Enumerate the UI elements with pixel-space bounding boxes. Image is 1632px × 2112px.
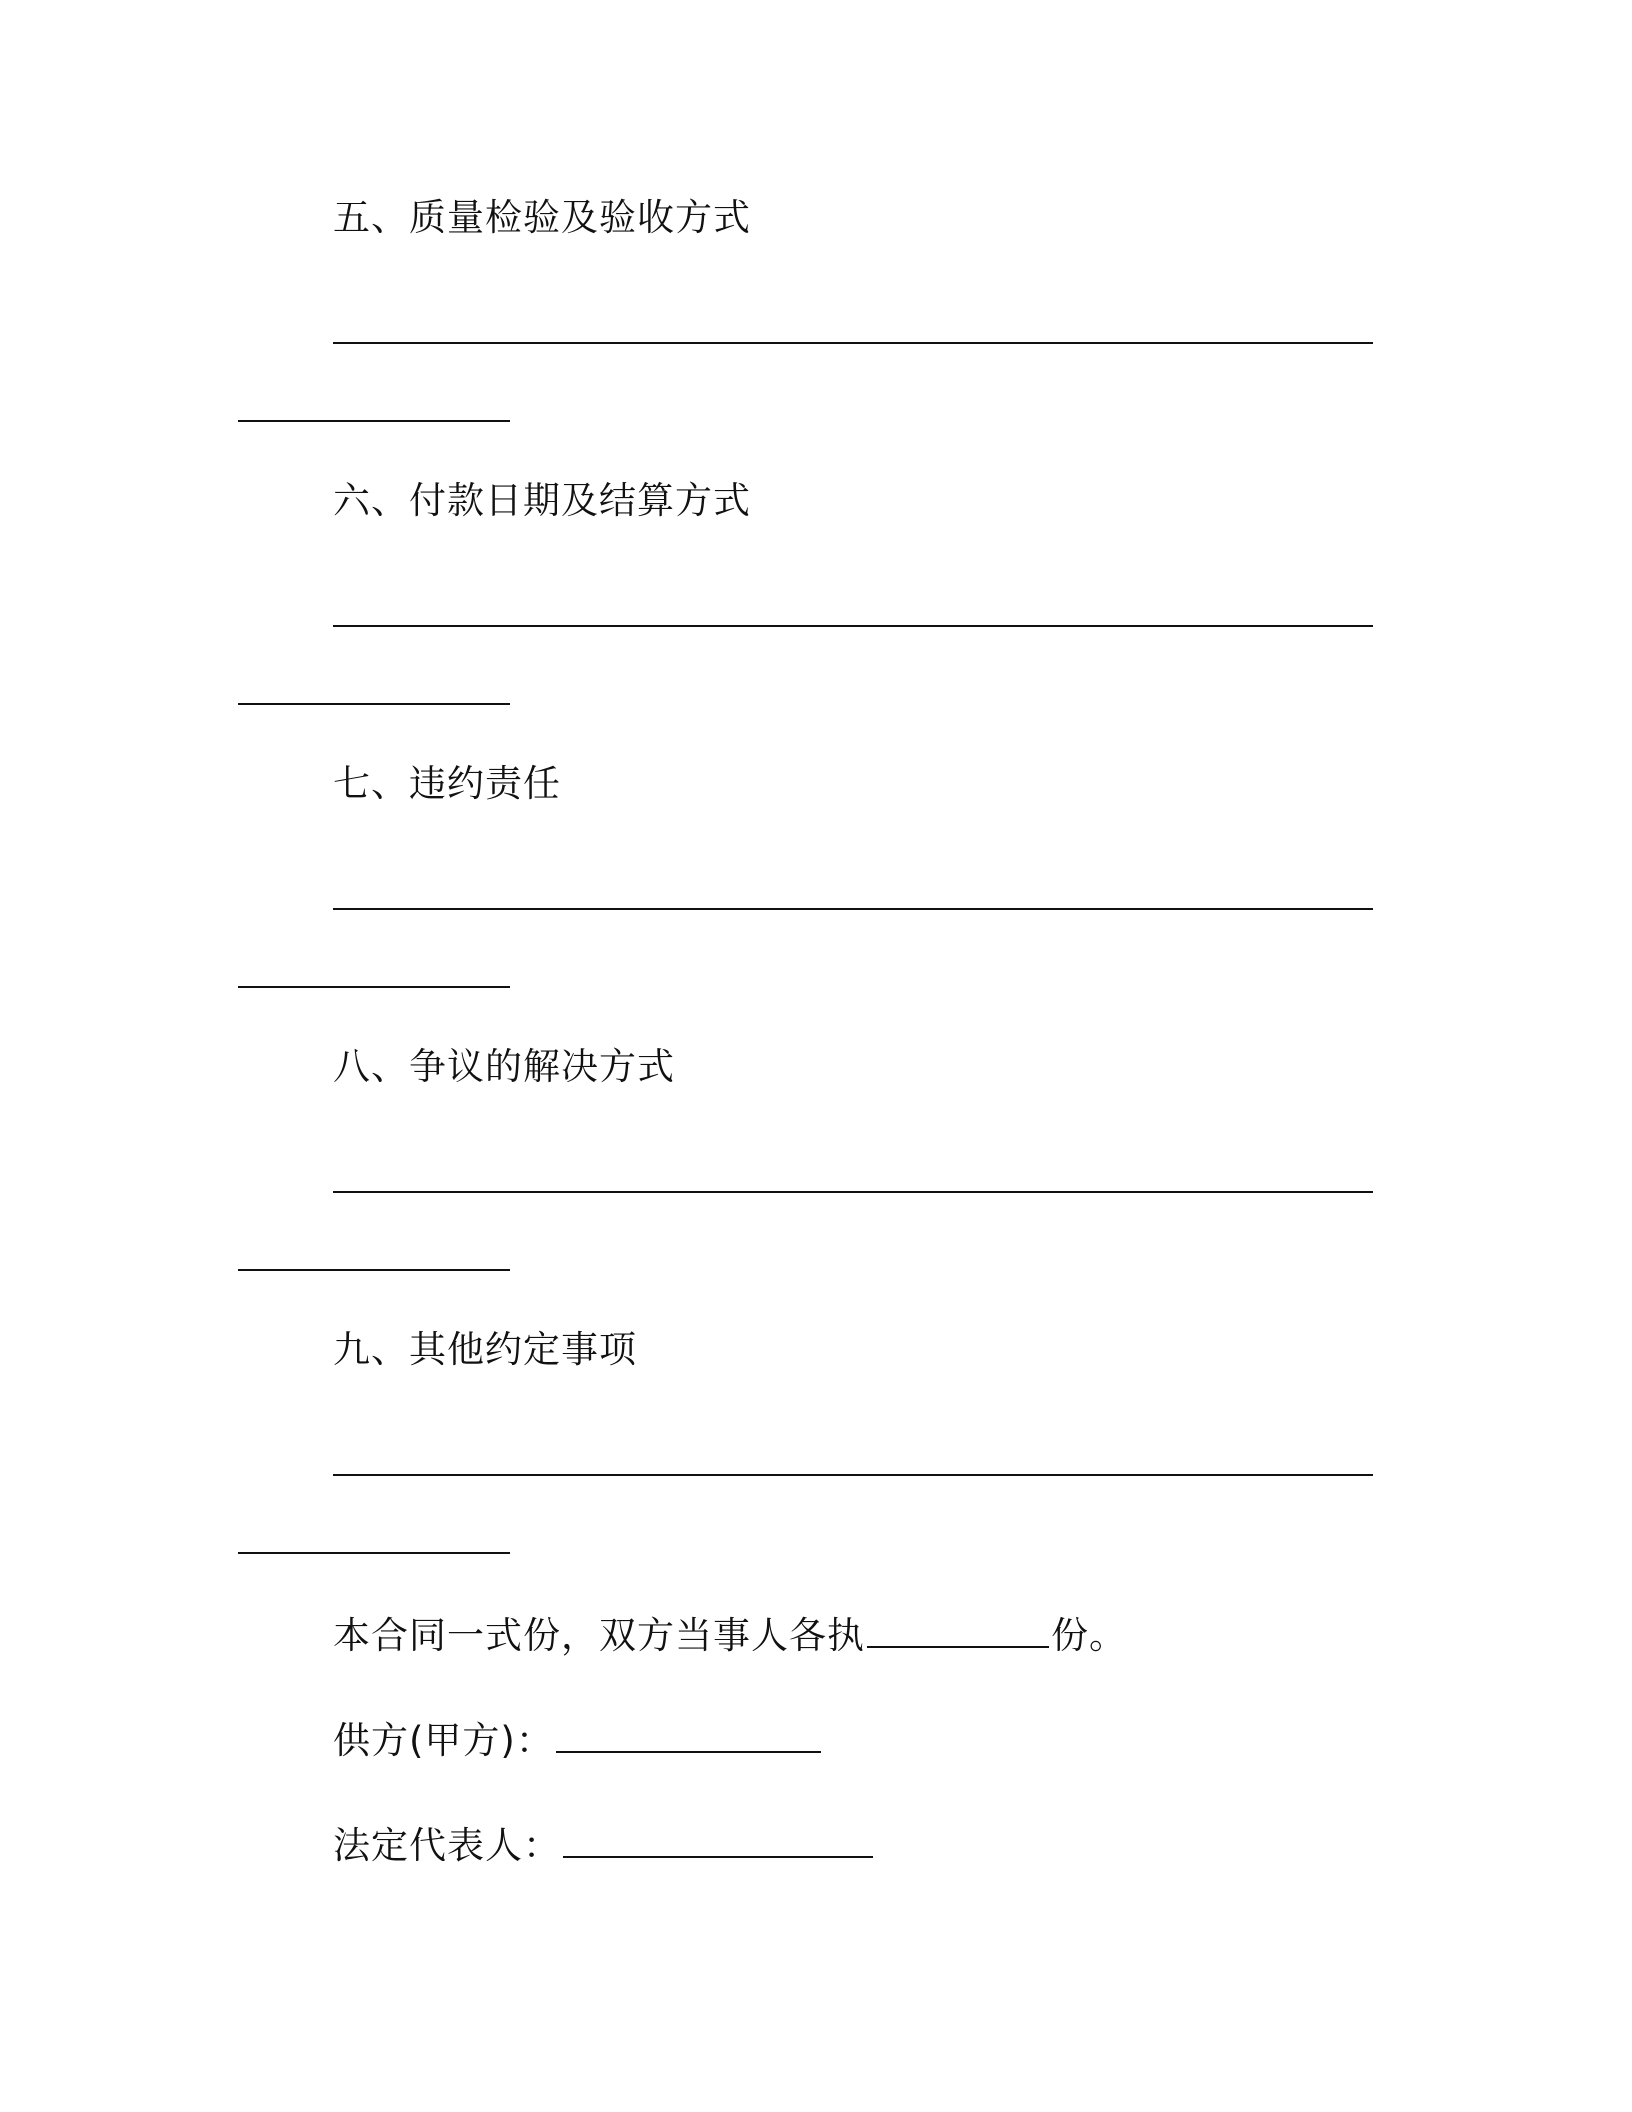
supplier-label: 供方(甲方)： <box>333 1719 554 1762</box>
fill-line-9-a <box>333 1474 1373 1476</box>
copies-statement <box>333 1612 1127 1658</box>
legal-rep-label: 法定代表人： <box>333 1824 561 1867</box>
section-heading-5: 五、质量检验及验收方式 <box>333 196 751 239</box>
section-heading-9: 九、其他约定事项 <box>333 1328 637 1371</box>
supplier-line <box>333 1717 823 1763</box>
copies-suffix: 份。 <box>1051 1614 1127 1657</box>
supplier-blank <box>556 1717 821 1753</box>
copies-count-blank <box>867 1612 1049 1648</box>
section-heading-7: 七、违约责任 <box>333 762 561 805</box>
fill-line-8-b <box>238 1269 510 1271</box>
fill-line-6-a <box>333 625 1373 627</box>
section-heading-8: 八、争议的解决方式 <box>333 1045 675 1088</box>
fill-line-5-b <box>238 420 510 422</box>
copies-prefix: 本合同一式份，双方当事人各执 <box>333 1614 865 1657</box>
legal-rep-line <box>333 1822 875 1868</box>
legal-rep-blank <box>563 1822 873 1858</box>
fill-line-5-a <box>333 342 1373 344</box>
fill-line-8-a <box>333 1191 1373 1193</box>
fill-line-7-b <box>238 986 510 988</box>
fill-line-6-b <box>238 703 510 705</box>
section-heading-6: 六、付款日期及结算方式 <box>333 479 751 522</box>
fill-line-9-b <box>238 1552 510 1554</box>
fill-line-7-a <box>333 908 1373 910</box>
